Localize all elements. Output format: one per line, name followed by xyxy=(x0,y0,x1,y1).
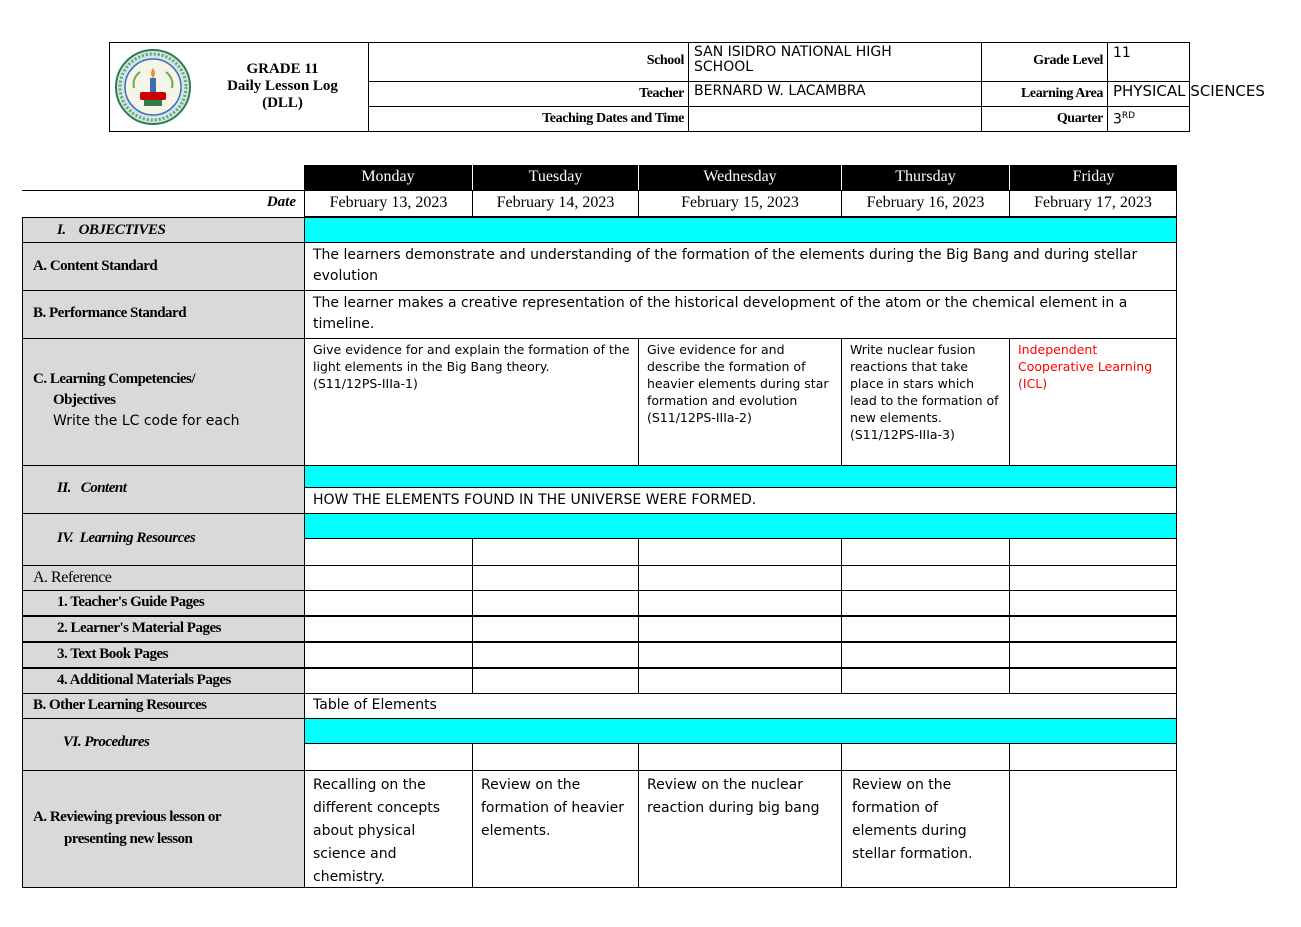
procedures-blank-fri xyxy=(1009,743,1177,771)
dll-title xyxy=(200,61,365,112)
date-label-cell xyxy=(22,190,304,217)
other-resources-label-cell xyxy=(22,693,305,719)
competency-thursday xyxy=(841,338,1010,466)
teachers-guide-label-cell xyxy=(22,590,305,616)
competency-wednesday xyxy=(638,338,842,466)
teaching-dates-label: Teaching Dates and Time xyxy=(542,111,684,126)
reference-cell xyxy=(841,565,1010,591)
lesson-log-header xyxy=(109,42,1265,132)
teacher-value: BERNARD W. LACAMBRA xyxy=(694,83,866,99)
resources-blank-mon xyxy=(304,538,473,566)
competency-1-code: (S11/12PS-IIIa-1) xyxy=(313,376,418,391)
additional-materials-cell xyxy=(841,668,1010,694)
competency-2-code: (S11/12PS-IIIa-2) xyxy=(647,410,752,425)
reviewing-label-cell xyxy=(22,770,305,888)
content-heading-fill xyxy=(304,465,1177,488)
date-monday: February 13, 2023 xyxy=(304,190,473,217)
competencies-label xyxy=(33,369,240,432)
learners-material-label-cell xyxy=(22,616,305,642)
objectives-heading-text: OBJECTIVES xyxy=(78,222,166,238)
procedures-heading-num: VI. xyxy=(63,734,82,750)
additional-materials-cell xyxy=(638,668,842,694)
text-book-cell xyxy=(638,642,842,668)
reviewing-label-line2: presenting new lesson xyxy=(64,831,193,847)
procedures-heading-cell xyxy=(22,718,305,771)
competency-friday: Independent Cooperative Learning (ICL) xyxy=(1009,338,1177,466)
content-heading-cell xyxy=(22,465,305,514)
text-book-cell xyxy=(304,642,473,668)
text-book-cell xyxy=(472,642,639,668)
learners-material-cell xyxy=(841,616,1010,642)
learners-material-cell xyxy=(472,616,639,642)
performance-standard-label: B. Performance Standard xyxy=(33,305,187,321)
procedures-blank-tue xyxy=(472,743,639,771)
objectives-heading-cell xyxy=(22,217,305,243)
other-resources-value: Table of Elements xyxy=(304,693,1177,719)
teachers-guide-cell xyxy=(841,590,1010,616)
quarter-number: 3 xyxy=(1113,111,1122,128)
procedures-heading-fill xyxy=(304,718,1177,744)
teachers-guide-cell xyxy=(638,590,842,616)
reference-label-cell xyxy=(22,565,305,591)
teacher-label: Teacher xyxy=(639,86,684,101)
learning-area-value: PHYSICAL SCIENCES xyxy=(1113,82,1265,100)
content-standard-label-cell xyxy=(22,242,305,291)
reviewing-label xyxy=(33,806,221,850)
other-resources-label: B. Other Learning Resources xyxy=(33,697,207,713)
learners-material-cell xyxy=(1009,616,1177,642)
performance-standard-text: The learner makes a creative representation of the historical development of the atom or the chemical element in a timeline. xyxy=(304,290,1177,339)
day-header-tuesday: Tuesday xyxy=(472,165,638,190)
content-standard-text: The learners demonstrate and understanding of the formation of the elements during the Big Bang and during stellar evolution xyxy=(304,242,1177,291)
day-header-monday: Monday xyxy=(304,165,472,190)
competency-1-text: Give evidence for and explain the formation of the light elements in the Big Bang theory. xyxy=(313,342,630,374)
dll-title-line2: (DLL) xyxy=(262,95,303,111)
performance-standard-label-cell xyxy=(22,290,305,339)
competency-3-code: (S11/12PS-IIIa-3) xyxy=(850,427,955,442)
learners-material-cell xyxy=(304,616,473,642)
competency-2-text: Give evidence for and describe the formation of heavier elements during star formation and evolution xyxy=(647,342,829,408)
objectives-heading xyxy=(57,222,165,239)
procedures-heading xyxy=(63,734,149,751)
text-book-label-cell xyxy=(22,642,305,668)
quarter-value xyxy=(1107,109,1191,128)
dll-title-line1: Daily Lesson Log xyxy=(227,78,338,94)
text-book-cell xyxy=(1009,642,1177,668)
reviewing-wednesday: Review on the nuclear reaction during big bang xyxy=(638,770,842,888)
reviewing-thursday: Review on the formation of elements during stellar formation. xyxy=(841,770,1010,888)
text-book-cell xyxy=(841,642,1010,668)
reference-cell xyxy=(304,565,473,591)
resources-heading-fill xyxy=(304,513,1177,539)
resources-heading-cell xyxy=(22,513,305,566)
resources-blank-tue xyxy=(472,538,639,566)
content-text: HOW THE ELEMENTS FOUND IN THE UNIVERSE WERE FORMED. xyxy=(304,487,1177,514)
additional-materials-cell xyxy=(304,668,473,694)
resources-blank-wed xyxy=(638,538,842,566)
school-label: School xyxy=(646,53,684,68)
school-seal-icon xyxy=(114,48,192,126)
competencies-label-line3: Write the LC code for each xyxy=(53,413,240,429)
grade-title: GRADE 11 xyxy=(246,61,319,77)
teachers-guide-label: 1. Teacher's Guide Pages xyxy=(57,594,205,610)
procedures-blank-thu xyxy=(841,743,1010,771)
grade-level-value: 11 xyxy=(1113,45,1131,61)
quarter-label: Quarter xyxy=(1056,111,1103,126)
learning-area-label: Learning Area xyxy=(1020,86,1103,101)
day-header-wednesday: Wednesday xyxy=(638,165,841,190)
quarter-suffix: RD xyxy=(1121,111,1136,121)
additional-materials-cell xyxy=(472,668,639,694)
teachers-guide-cell xyxy=(304,590,473,616)
day-header-thursday: Thursday xyxy=(841,165,1009,190)
content-heading-num: II. xyxy=(57,480,71,496)
reviewing-tuesday: Review on the formation of heavier elements. xyxy=(472,770,639,888)
content-heading-text: Content xyxy=(80,480,127,496)
school-value-line2: SCHOOL xyxy=(694,59,754,75)
teachers-guide-cell xyxy=(1009,590,1177,616)
additional-materials-label-cell xyxy=(22,668,305,694)
additional-materials-cell xyxy=(1009,668,1177,694)
date-friday: February 17, 2023 xyxy=(1009,190,1177,217)
resources-heading-num: IV. xyxy=(57,530,74,546)
reviewing-monday: Recalling on the different concepts about physical science and chemistry. xyxy=(304,770,473,888)
date-tuesday: February 14, 2023 xyxy=(472,190,639,217)
reference-cell xyxy=(472,565,639,591)
date-wednesday: February 15, 2023 xyxy=(638,190,842,217)
content-heading xyxy=(57,480,126,497)
objectives-heading-fill xyxy=(304,217,1177,243)
date-thursday: February 16, 2023 xyxy=(841,190,1010,217)
competencies-label-line2: Objectives xyxy=(53,392,116,408)
reference-label: A. Reference xyxy=(33,569,112,586)
learners-material-label: 2. Learner's Material Pages xyxy=(57,620,221,636)
school-value-line1: SAN ISIDRO NATIONAL HIGH xyxy=(694,44,892,60)
text-book-label: 3. Text Book Pages xyxy=(57,646,169,662)
resources-blank-fri xyxy=(1009,538,1177,566)
learners-material-cell xyxy=(638,616,842,642)
date-label: Date xyxy=(266,194,296,210)
competencies-label-cell xyxy=(22,338,305,466)
reviewing-friday xyxy=(1009,770,1177,888)
reference-cell xyxy=(1009,565,1177,591)
resources-heading xyxy=(57,530,195,547)
competency-3-text: Write nuclear fusion reactions that take place in stars which lead to the formation of new elements. xyxy=(850,342,999,425)
reviewing-label-line1: A. Reviewing previous lesson or xyxy=(33,809,221,825)
competencies-label-line1: C. Learning Competencies/ xyxy=(33,371,196,387)
procedures-blank-mon xyxy=(304,743,473,771)
competency-mon-tue xyxy=(304,338,639,466)
procedures-heading-text: Procedures xyxy=(84,734,150,750)
school-value xyxy=(688,45,981,75)
additional-materials-label: 4. Additional Materials Pages xyxy=(57,672,231,688)
resources-blank-thu xyxy=(841,538,1010,566)
resources-heading-text: Learning Resources xyxy=(79,530,196,546)
teachers-guide-cell xyxy=(472,590,639,616)
day-header-friday: Friday xyxy=(1009,165,1177,190)
content-standard-label: A. Content Standard xyxy=(33,258,158,274)
procedures-blank-wed xyxy=(638,743,842,771)
header-logo-cell xyxy=(110,43,369,131)
reference-cell xyxy=(638,565,842,591)
objectives-heading-num: I. xyxy=(57,222,66,238)
lesson-log-table xyxy=(22,165,1177,888)
grade-level-label: Grade Level xyxy=(1033,53,1103,68)
